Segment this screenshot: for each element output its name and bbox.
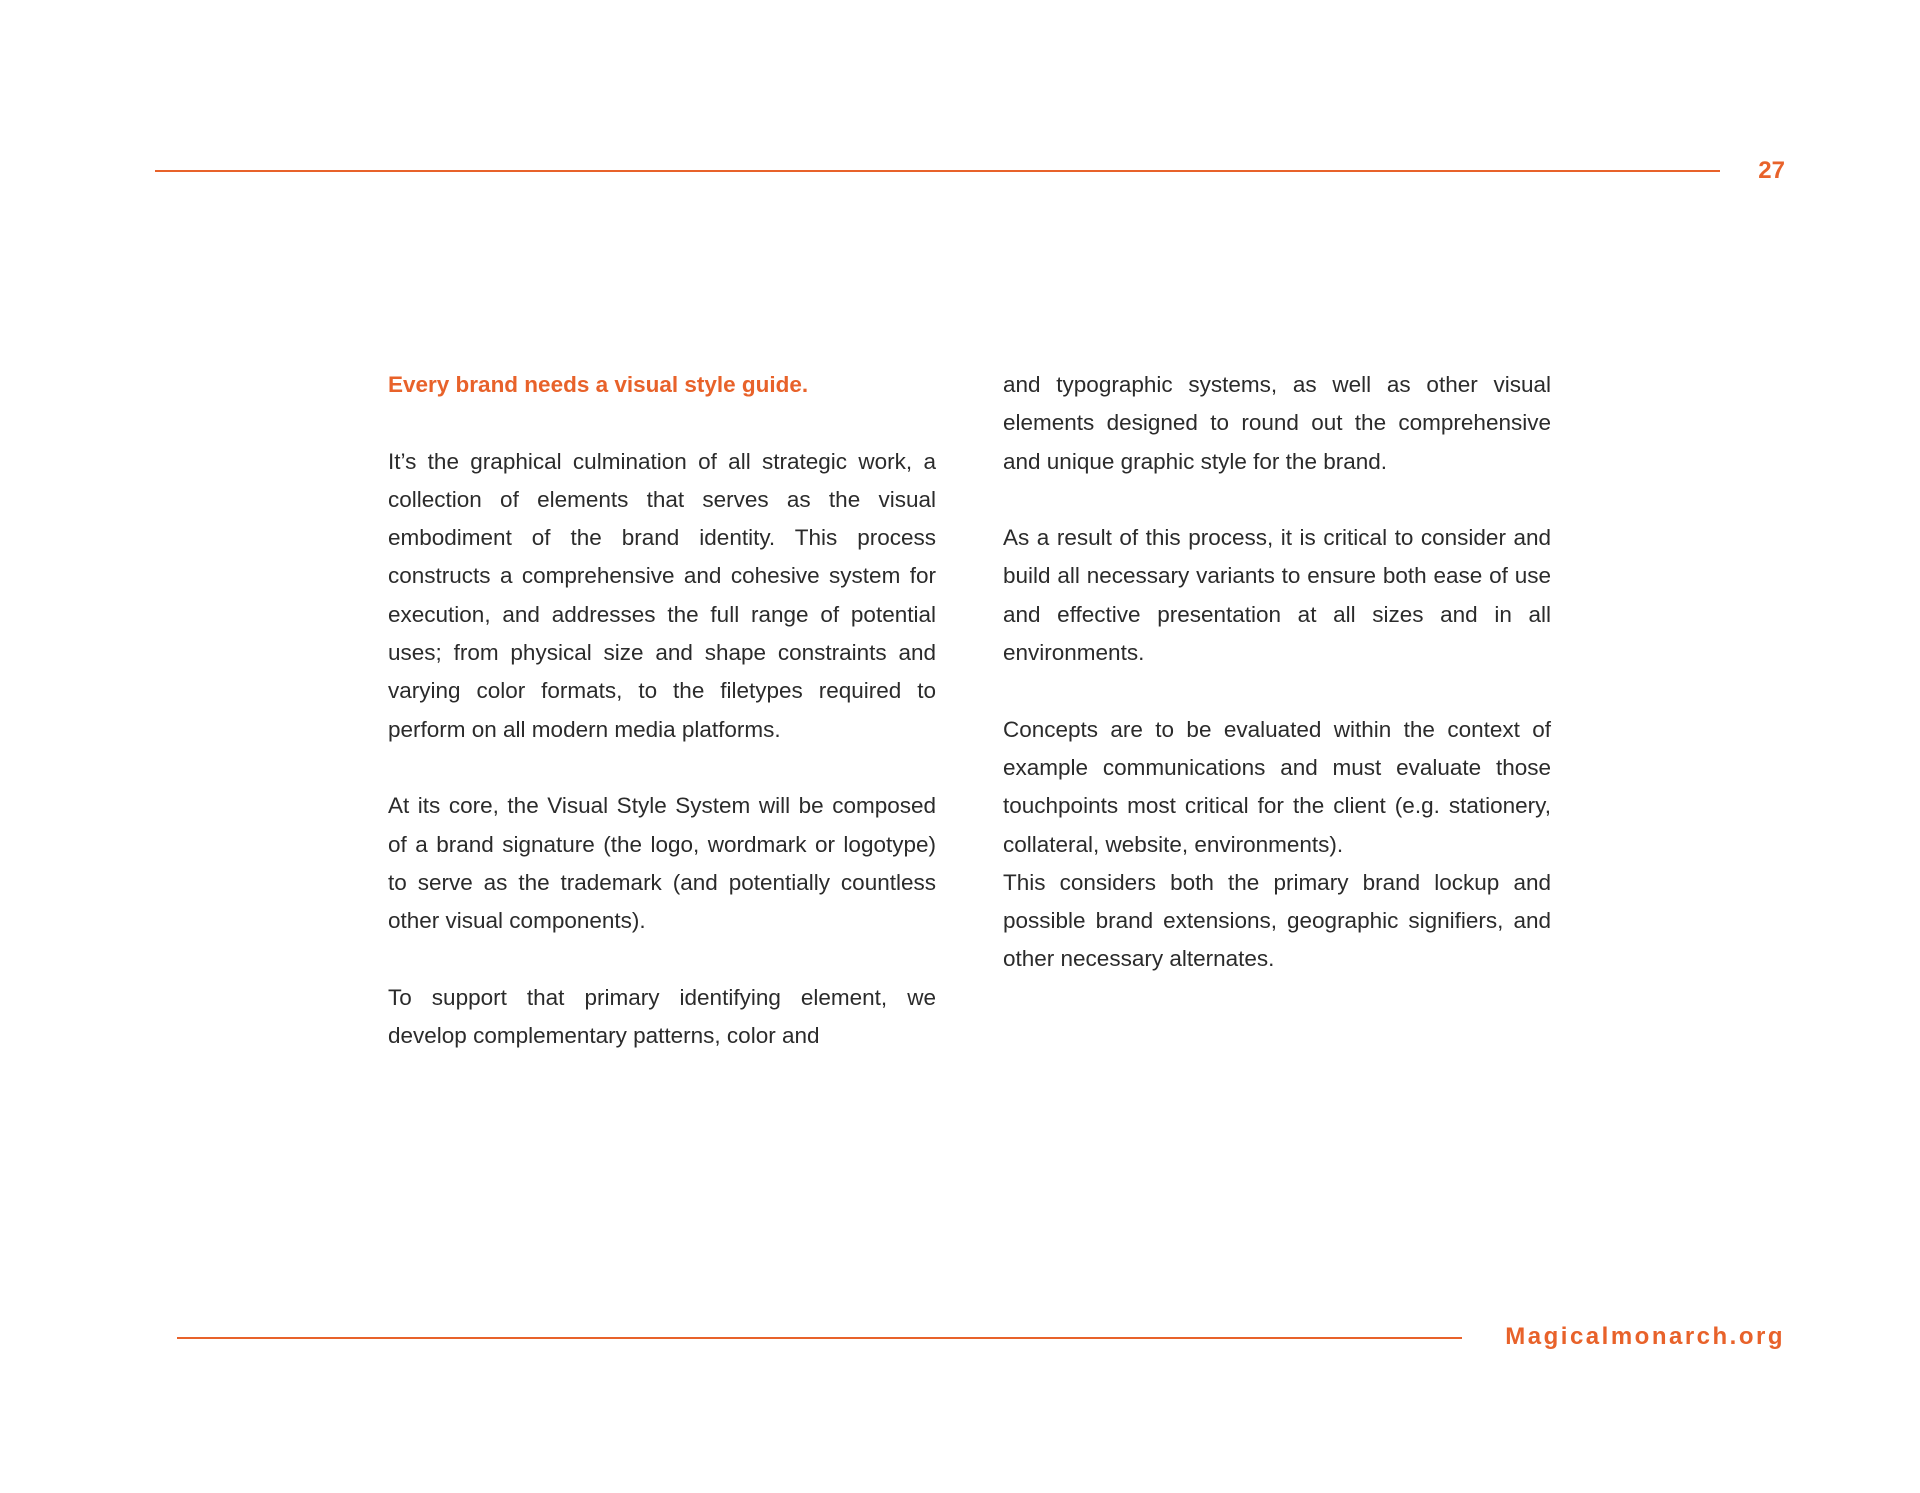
body-paragraph: This considers both the primary brand lockup and possible brand extensions, geographic signifiers, and other necessary alternates. bbox=[1003, 869, 1551, 972]
body-paragraph: As a result of this process, it is critical to consider and build all necessary variants to ensure both ease of use and effective presentation at all sizes and in all environments. bbox=[1003, 525, 1551, 666]
body-paragraph: and typographic systems, as well as other visual elements designed to round out the comprehensive and unique graphic style for the brand. bbox=[1003, 372, 1551, 474]
header-divider bbox=[155, 170, 1720, 172]
right-text-column bbox=[1003, 366, 1551, 979]
left-text-column bbox=[388, 366, 936, 1055]
footer-website: Magicalmonarch.org bbox=[1505, 1323, 1785, 1350]
body-paragraph: At its core, the Visual Style System will be composed of a brand signature (the logo, wordmark or logotype) to serve as the trademark (and potentially countless other visual components). bbox=[388, 793, 936, 934]
body-paragraph: To support that primary identifying element, we develop complementary patterns, color and bbox=[388, 984, 936, 1049]
body-paragraph: Concepts are to be evaluated within the context of example communications and must evaluate those touchpoints most critical for the client (e.g. stationery, collateral, website, environments). bbox=[1003, 716, 1551, 857]
body-paragraph: It’s the graphical culmination of all strategic work, a collection of elements that serves as the visual embodiment of the brand identity. This process constructs a comprehensive and cohesive system for execution, and addresses the full range of potential uses; from physical size and shape constraints and varying color formats, to the filetypes required to perform on all modern media platforms. bbox=[388, 448, 936, 742]
footer-divider bbox=[177, 1337, 1462, 1339]
page-number: 27 bbox=[1758, 157, 1785, 184]
section-heading: Every brand needs a visual style guide. bbox=[388, 372, 809, 397]
